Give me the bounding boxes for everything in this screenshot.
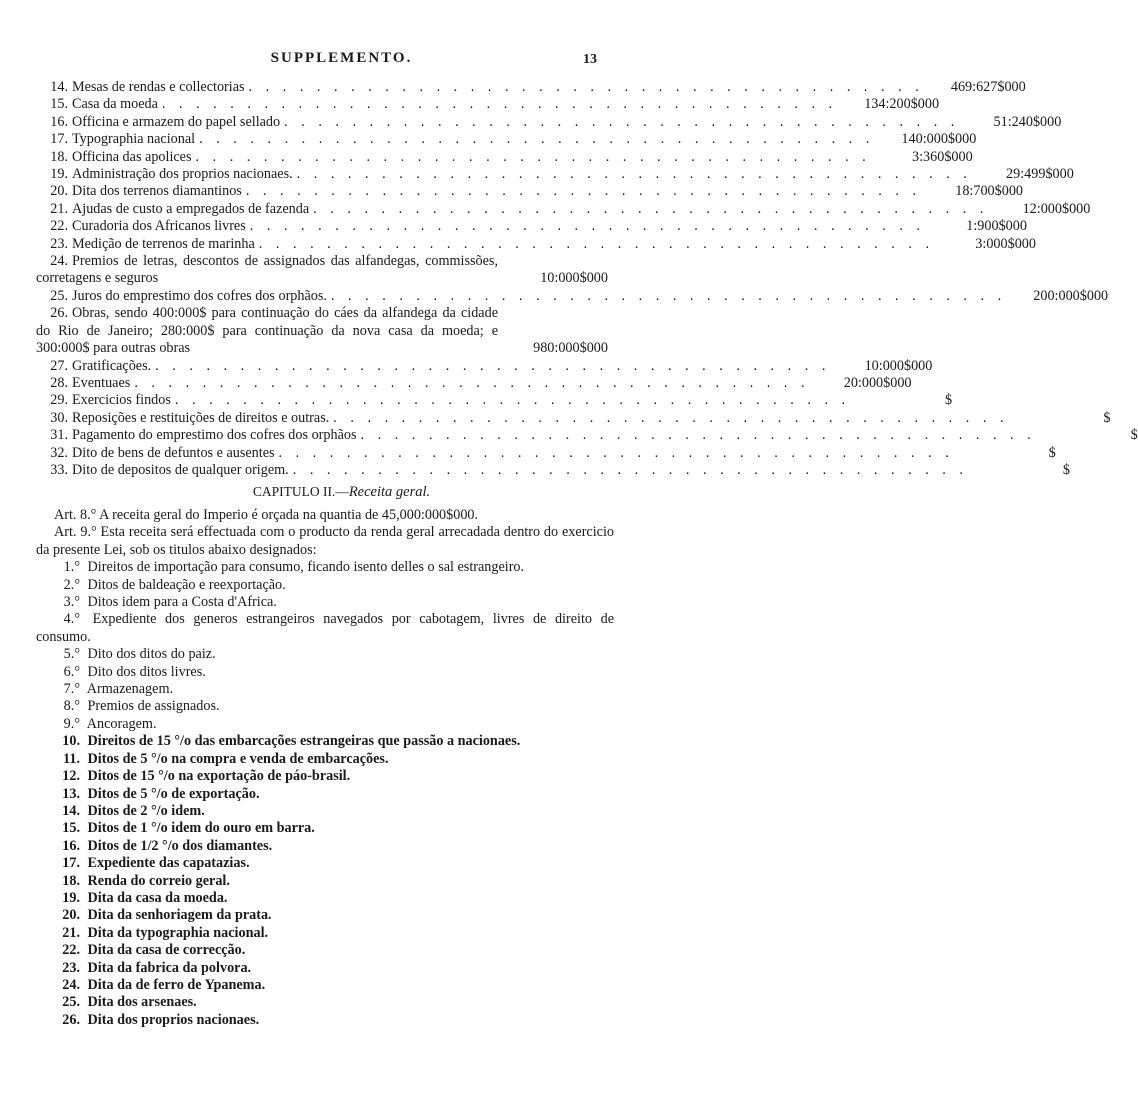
- revenue-item-number: 13.: [62, 785, 80, 802]
- revenue-item: [36, 838, 614, 855]
- revenue-item: [36, 942, 614, 959]
- expense-item: [36, 183, 1024, 200]
- expense-item-text: [36, 253, 498, 288]
- expense-item-label: Officina e armazem do papel sellado: [72, 113, 281, 130]
- expense-item-number: 25.: [50, 287, 68, 304]
- dot-leader: . . . . . . . . . . . . . . . . . . . . . . . . . . . . . . . . . . . . . . . .: [134, 374, 810, 391]
- revenue-item-text: Ditos de baldeação e reexportação.: [87, 576, 286, 593]
- revenue-item-number: 9.°: [63, 715, 80, 732]
- dot-leader: . . . . . . . . . . . . . . . . . . . . . . . . . . . . . . . . . . . . . . . .: [245, 183, 922, 200]
- revenue-item: [36, 820, 614, 837]
- revenue-item-number: 3.°: [63, 594, 80, 611]
- expense-item-label: Mesas de rendas e collectorias: [72, 79, 245, 95]
- revenue-item: [36, 907, 614, 924]
- dot-leader: . . . . . . . . . . . . . . . . . . . . . . . . . . . . . . . . . . . . . . . .: [155, 357, 831, 374]
- revenue-item-text: Ditos de 15 °/o na exportação de páo-brasil.: [87, 768, 351, 785]
- expense-item-amount: 10:000$000: [540, 270, 608, 287]
- running-head: [0, 50, 683, 70]
- expense-rows-last: [36, 357, 1138, 480]
- expense-item-label: Exercicios findos: [72, 392, 171, 409]
- revenue-item-number: 1.°: [63, 559, 80, 576]
- revenue-item: [36, 994, 614, 1011]
- expense-item-number: 32.: [50, 444, 68, 461]
- revenue-item-number: 15.: [62, 820, 80, 837]
- revenue-item-number: 5.°: [63, 646, 80, 663]
- dot-leader: . . . . . . . . . . . . . . . . . . . . . . . . . . . . . . . . . . . . . . . .: [313, 200, 989, 217]
- expense-item-label: Medição de terrenos de marinha: [72, 235, 255, 252]
- expense-item-label: Curadoria dos Africanos livres: [72, 218, 246, 235]
- dot-leader: . . . . . . . . . . . . . . . . . . . . . . . . . . . . . . . . . . . . . . . .: [360, 427, 1036, 444]
- revenue-item: [36, 646, 614, 663]
- expense-item: [36, 131, 977, 148]
- expense-item-number: 15.: [50, 96, 68, 113]
- revenue-item-number: 8.°: [63, 698, 80, 715]
- expense-item-amount: 140:000$000: [901, 131, 977, 148]
- revenue-item: [36, 803, 614, 820]
- revenue-item-number: 24.: [62, 976, 80, 993]
- revenue-item: [36, 768, 614, 785]
- revenue-item-text: Ditos de 2 °/o idem.: [87, 802, 205, 819]
- revenue-item: [36, 716, 614, 733]
- dot-leader: . . . . . . . . . . . . . . . . . . . . . . . . . . . . . . . . . . . . . . . .: [284, 113, 960, 130]
- revenue-item-number: 17.: [62, 855, 80, 872]
- revenue-item-text: Direitos de 15 °/o das embarcações estrangeiras que passão a nacionaes.: [87, 733, 521, 750]
- expense-item-amount: 29:499$000: [1006, 166, 1074, 183]
- expense-item-amount: $: [1048, 444, 1056, 461]
- revenue-item-number: 20.: [62, 907, 80, 924]
- expense-item-amount: 980:000$000: [533, 340, 608, 357]
- revenue-item-text: Ditos de 1/2 °/o dos diamantes.: [87, 837, 273, 854]
- revenue-item-text: Ditos de 5 °/o de exportação.: [87, 785, 260, 802]
- expense-item-number: 27.: [50, 357, 68, 374]
- expense-item: [36, 444, 1056, 462]
- revenue-item-text: Dita dos arsenaes.: [87, 994, 197, 1011]
- expense-item-label: Ajudas de custo a empregados de fazenda: [72, 200, 310, 217]
- expense-item-label: Officina das apolices: [72, 148, 192, 165]
- expense-item-text: [36, 305, 498, 357]
- expense-item-label: Dito de bens de defuntos e ausentes: [72, 444, 275, 461]
- chapter-label: CAPITULO II.—: [252, 484, 349, 499]
- expense-item-amount: 20:000$000: [843, 374, 912, 391]
- revenue-item: [36, 925, 614, 942]
- expense-item: [36, 357, 933, 375]
- expense-item: [36, 409, 1111, 427]
- expense-item-label: Juros do emprestimo dos cofres dos orphãos.: [72, 287, 327, 304]
- expense-item-label: Casa da moeda: [72, 96, 158, 113]
- revenue-item: [36, 977, 614, 994]
- article-9: Art. 9.° Esta receita será effectuada com o producto da renda geral arrecadada dentro do exercicio da presente Lei, sob os titulos abaixo designados:: [36, 524, 614, 558]
- dot-leader: . . . . . . . . . . . . . . . . . . . . . . . . . . . . . . . . . . . . . . . .: [195, 148, 871, 165]
- expense-item-amount: $: [1103, 409, 1111, 426]
- revenue-item-number: 12.: [62, 768, 80, 785]
- expense-item-number: 28.: [50, 374, 68, 391]
- revenue-item-text: Expediente das capatazias.: [87, 855, 250, 872]
- expense-item-number: 29.: [50, 392, 68, 409]
- expense-item: [36, 96, 940, 113]
- revenue-item-text: Premios de assignados.: [87, 698, 220, 715]
- revenue-item: [36, 751, 614, 768]
- revenue-item: [36, 1012, 614, 1029]
- revenue-item-text: Renda do correio geral.: [87, 872, 230, 889]
- expense-item-25: [36, 287, 1109, 305]
- revenue-item: [36, 873, 614, 890]
- expense-item: [36, 392, 953, 409]
- expense-item-amount: $: [1062, 461, 1070, 478]
- chapter-title: Receita geral.: [348, 484, 431, 500]
- revenue-item-number: 26.: [62, 1011, 80, 1028]
- expense-item-amount: 469:627$000: [950, 79, 1026, 95]
- expense-item-amount: 12:000$000: [1022, 200, 1091, 217]
- expense-item: [36, 461, 1070, 479]
- article-8: Art. 8.° A receita geral do Imperio é orçada na quantia de 45,000:000$000.: [54, 507, 479, 523]
- expense-item: [36, 374, 912, 392]
- expense-item-number: 26.: [50, 305, 68, 322]
- expense-item-label: Obras, sendo 400:000$ para continuação do cáes da alfandega da cidade do Rio de Janeiro; 280:000$ para continuação da nova casa da moeda; e 300:000$ para outras obras: [36, 305, 498, 357]
- revenue-item: [36, 577, 614, 594]
- revenue-item-number: 23.: [62, 959, 80, 976]
- expense-rows-first: [36, 79, 1091, 253]
- revenue-items: [36, 559, 614, 1029]
- expense-item-number: 33.: [50, 461, 68, 478]
- dot-leader: . . . . . . . . . . . . . . . . . . . . . . . . . . . . . . . . . . . . . . . .: [249, 218, 925, 235]
- expense-item-number: 17.: [50, 131, 68, 148]
- revenue-item-number: 25.: [62, 994, 80, 1011]
- expense-item-label: Administração dos proprios nacionaes.: [72, 166, 293, 183]
- revenue-item-text: Ditos de 5 °/o na compra e venda de embarcações.: [87, 750, 389, 767]
- expense-item-number: 30.: [50, 409, 68, 426]
- expense-item-label: Eventuaes: [72, 374, 131, 391]
- revenue-item-number: 2.°: [63, 576, 80, 593]
- revenue-item-text: Dito dos ditos do paiz.: [87, 646, 216, 663]
- expense-item: [36, 166, 1074, 183]
- revenue-item: [36, 559, 614, 576]
- expense-item-amount: $: [945, 392, 953, 409]
- dot-leader: . . . . . . . . . . . . . . . . . . . . . . . . . . . . . . . . . . . . . . . .: [333, 409, 1009, 426]
- expense-item-label: Premios de letras, descontos de assignados das alfandegas, commissões, corretagens e seguros: [36, 253, 498, 287]
- expense-item-number: 23.: [50, 235, 68, 252]
- revenue-item-text: Expediente dos generos estrangeiros navegados por cabotagem, livres de direito de consumo.: [36, 611, 614, 645]
- dot-leader: . . . . . . . . . . . . . . . . . . . . . . . . . . . . . . . . . . . . . . . .: [278, 444, 954, 461]
- expense-item-amount: 200:000$000: [1033, 287, 1109, 304]
- chapter-heading: [0, 484, 683, 501]
- revenue-item-number: 6.°: [63, 663, 80, 680]
- expense-item-amount: 18:700$000: [955, 183, 1024, 200]
- revenue-item-text: Dita da casa de correcção.: [87, 942, 246, 959]
- expense-item-label: Dita dos terrenos diamantinos: [72, 183, 242, 200]
- running-title: SUPPLEMENTO.: [270, 50, 413, 66]
- expense-item-amount: 1:900$000: [966, 218, 1027, 235]
- dot-leader: . . . . . . . . . . . . . . . . . . . . . . . . . . . . . . . . . . . . . . . .: [248, 79, 924, 95]
- dot-leader: . . . . . . . . . . . . . . . . . . . . . . . . . . . . . . . . . . . . . . . .: [292, 461, 968, 478]
- revenue-item-text: Dita dos proprios nacionaes.: [87, 1011, 260, 1028]
- revenue-item-number: 21.: [62, 924, 80, 941]
- revenue-item: [36, 698, 614, 715]
- page-number: 13: [583, 52, 597, 67]
- expense-item-number: 20.: [50, 183, 68, 200]
- revenue-item: [36, 786, 614, 803]
- revenue-item-number: 4.°: [63, 611, 80, 628]
- dot-leader: . . . . . . . . . . . . . . . . . . . . . . . . . . . . . . . . . . . . . . . .: [199, 131, 875, 148]
- revenue-item: [36, 733, 614, 750]
- expense-item-number: 22.: [50, 218, 68, 235]
- revenue-item: [36, 855, 614, 872]
- expense-item-label: Dito de depositos de qualquer origem.: [72, 461, 289, 478]
- expense-item-label: Reposições e restituições de direitos e outras.: [72, 409, 330, 426]
- revenue-item-number: 18.: [62, 872, 80, 889]
- expense-item: [36, 218, 1027, 235]
- expense-item: [36, 79, 1026, 96]
- revenue-item-text: Dito dos ditos livres.: [87, 663, 206, 680]
- expense-item-number: 16.: [50, 113, 68, 130]
- revenue-item-number: 10.: [62, 733, 80, 750]
- expense-item-number: 19.: [50, 166, 68, 183]
- revenue-item: [36, 664, 614, 681]
- revenue-section: [36, 507, 614, 1029]
- revenue-item-text: Dita da fabrica da polvora.: [87, 959, 252, 976]
- revenue-item: [36, 890, 614, 907]
- revenue-item: [36, 960, 614, 977]
- expense-item-label: Typographia nacional: [72, 131, 196, 148]
- revenue-item: [36, 681, 614, 698]
- expense-item-number: 18.: [50, 148, 68, 165]
- expense-item: [36, 235, 1036, 253]
- dot-leader: . . . . . . . . . . . . . . . . . . . . . . . . . . . . . . . . . . . . . . . .: [296, 166, 972, 183]
- revenue-item-number: 22.: [62, 942, 80, 959]
- revenue-item-text: Dita da de ferro de Ypanema.: [87, 976, 266, 993]
- revenue-item-text: Ditos idem para a Costa d'Africa.: [87, 594, 277, 611]
- expense-list: [36, 79, 1138, 479]
- revenue-item-text: Ditos de 1 °/o idem do ouro em barra.: [87, 820, 315, 837]
- revenue-item-text: Ancoragem.: [86, 715, 157, 732]
- dot-leader: . . . . . . . . . . . . . . . . . . . . . . . . . . . . . . . . . . . . . . . .: [258, 235, 934, 252]
- revenue-item: [36, 594, 614, 611]
- revenue-item-text: Dita da senhoriagem da prata.: [87, 907, 272, 924]
- dot-leader: . . . . . . . . . . . . . . . . . . . . . . . . . . . . . . . . . . . . . . . .: [161, 96, 838, 113]
- expense-item-amount: 134:200$000: [864, 96, 940, 113]
- revenue-item-text: Dita da typographia nacional.: [87, 924, 269, 941]
- expense-item-amount: 3:000$000: [975, 235, 1036, 252]
- expense-item-label: Gratificações.: [72, 357, 152, 374]
- revenue-item-number: 7.°: [63, 681, 80, 698]
- expense-item-amount: 10:000$000: [864, 357, 933, 374]
- revenue-item-text: Dita da casa da moeda.: [87, 889, 228, 906]
- revenue-item-number: 11.: [63, 750, 80, 767]
- expense-item: [36, 200, 1091, 218]
- expense-item-number: 21.: [50, 200, 68, 217]
- revenue-item-text: Armazenagem.: [86, 681, 174, 698]
- expense-item-24: [36, 253, 608, 288]
- expense-item: [36, 427, 1138, 444]
- dot-leader: . . . . . . . . . . . . . . . . . . . . . . . . . . . . . . . . . . . . . . . .: [174, 392, 851, 409]
- expense-item-number: 31.: [50, 427, 68, 444]
- expense-item-amount: 51:240$000: [993, 113, 1062, 130]
- revenue-item: [36, 611, 614, 646]
- expense-item-number: 24.: [50, 253, 68, 270]
- expense-item: [36, 148, 973, 166]
- dot-leader: . . . . . . . . . . . . . . . . . . . . . . . . . . . . . . . . . . . . . . . .: [330, 287, 1007, 304]
- revenue-item-text: Direitos de importação para consumo, ficando isento delles o sal estrangeiro.: [87, 559, 525, 576]
- expense-item-amount: $: [1130, 427, 1138, 444]
- expense-item-amount: 3:360$000: [912, 148, 973, 165]
- revenue-item-number: 16.: [62, 837, 80, 854]
- expense-item-26: [36, 305, 608, 357]
- revenue-item-number: 14.: [62, 802, 80, 819]
- expense-item: [36, 113, 1062, 131]
- expense-item-label: Pagamento do emprestimo dos cofres dos orphãos: [72, 427, 357, 444]
- revenue-item-number: 19.: [62, 889, 80, 906]
- expense-item-number: 14.: [50, 79, 68, 95]
